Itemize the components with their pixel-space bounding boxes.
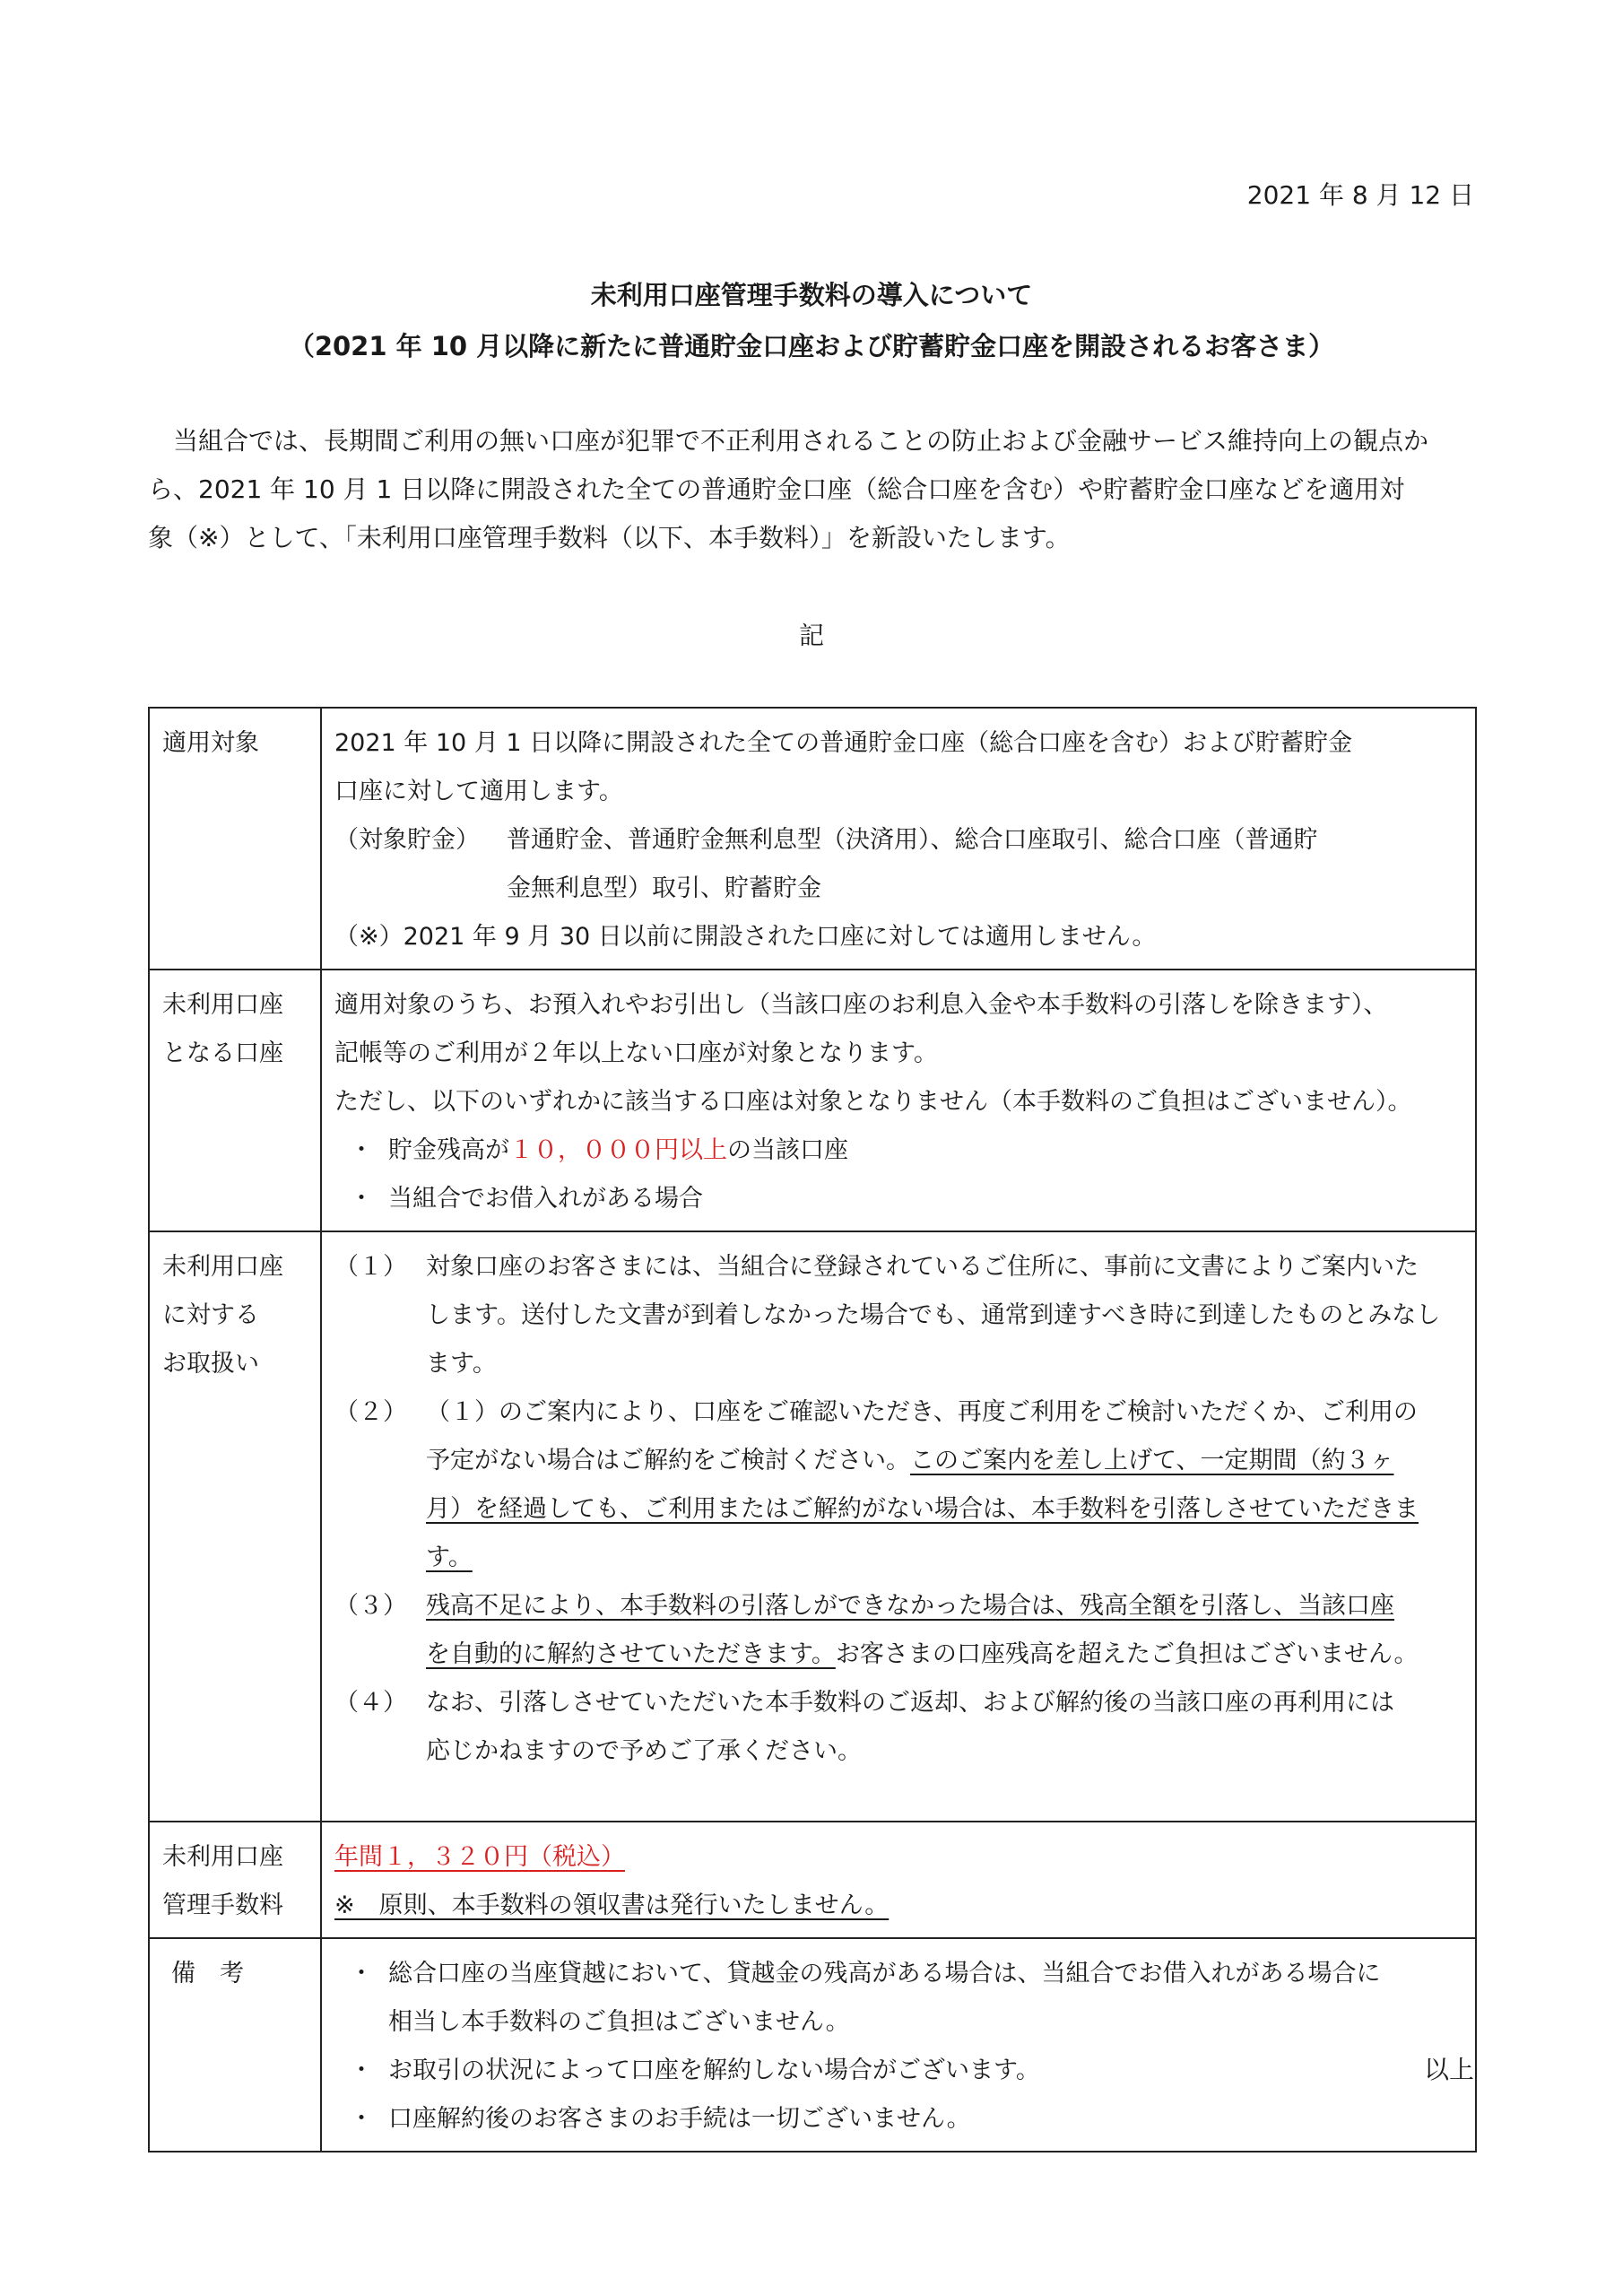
row-header-text: 未利用口座	[162, 1253, 283, 1281]
bullet-mark: ・	[349, 1185, 374, 1213]
intro-line: 当組合では、長期間ご利用の無い口座が犯罪で不正利用されることの防止および金融サービス維持向上の観点か	[173, 426, 1429, 456]
balance-threshold: １０，０００円以上	[509, 1136, 727, 1164]
body-line: 普通貯金、普通貯金無利息型（決済用）、総合口座取引、総合口座（普通貯	[507, 826, 1318, 854]
bullet-text: 口座解約後のお客さまのお手続は一切ございません。	[388, 2105, 971, 2133]
table-row	[149, 708, 1476, 970]
bullet-text: 当組合でお借入れがある場合	[388, 1185, 703, 1213]
fee-details-table	[148, 707, 1477, 2152]
underlined-text: す。	[426, 1544, 473, 1571]
list-item	[334, 1175, 1462, 1223]
body-line: 2021 年 10 月 1 日以降に開設された全ての普通貯金口座（総合口座を含む）および貯蓄貯金	[334, 729, 1353, 757]
item-number: （１）	[334, 1253, 407, 1281]
row-body	[321, 1231, 1476, 1822]
item-number: （３）	[334, 1592, 407, 1620]
intro-paragraph	[148, 417, 1475, 562]
bullet-mark: ・	[349, 1960, 374, 1987]
row-header	[149, 1822, 321, 1938]
list-item	[334, 1126, 1462, 1175]
table-row	[149, 1822, 1476, 1938]
list-item	[334, 1582, 1462, 1679]
list-item	[334, 1388, 1462, 1582]
bullet-mark: ・	[349, 2057, 374, 2084]
row-header-text: となる口座	[162, 1039, 283, 1067]
row-header-text: 未利用口座	[162, 991, 283, 1019]
target-note: （※）2021 年 9 月 30 日以前に開設された口座に対しては適用しません。	[334, 923, 1157, 951]
list-item	[334, 2095, 1462, 2144]
row-body	[321, 1822, 1476, 1938]
underlined-text: このご案内を差し上げて、一定期間（約３ヶ	[910, 1447, 1394, 1474]
row-header	[149, 708, 321, 970]
target-deposits	[334, 816, 1462, 913]
bullet-mark: ・	[349, 1136, 374, 1164]
body-text: お客さまの口座残高を超えたご負担はございません。	[835, 1640, 1419, 1668]
bullet-mark: ・	[349, 2105, 374, 2133]
list-item	[334, 1950, 1462, 2047]
fee-amount: 年間１，３２０円（税込）	[334, 1843, 625, 1871]
row-body	[321, 970, 1476, 1231]
bullet-text: 総合口座の当座貸越において、貸越金の残高がある場合は、当組合でお借入れがある場合に	[388, 1960, 1381, 1987]
body-text: 予定がない場合はご解約をご検討ください。	[426, 1447, 910, 1474]
intro-line: 象（※）として、「未利用口座管理手数料（以下、本手数料）」を新設いたします。	[148, 523, 1071, 552]
target-deposits-label: （対象貯金）	[334, 826, 480, 854]
table-row	[149, 970, 1476, 1231]
body-line: ます。	[426, 1350, 497, 1378]
ki-heading: 記	[798, 621, 824, 650]
row-header-text: お取扱い	[162, 1350, 259, 1378]
row-body	[321, 1938, 1476, 2152]
row-header	[149, 970, 321, 1231]
bullet-text: お取引の状況によって口座を解約しない場合がございます。	[388, 2057, 1040, 2084]
body-line: 対象口座のお客さまには、当組合に登録されているご住所に、事前に文書によりご案内いた	[426, 1253, 1419, 1281]
row-header-text: 管理手数料	[162, 1892, 283, 1919]
body-line: なお、引落しさせていただいた本手数料のご返却、および解約後の当該口座の再利用には	[426, 1689, 1394, 1717]
closing-mark: 以上	[1423, 2055, 1474, 2084]
document-date: 2021 年 8 月 12 日	[1246, 180, 1474, 210]
underlined-text: 残高不足により、本手数料の引落しができなかった場合は、残高全額を引落し、当該口座	[426, 1592, 1394, 1620]
body-line: します。送付した文書が到着しなかった場合でも、通常到達すべき時に到達したものとみなし	[426, 1301, 1441, 1329]
document-subtitle: （2021 年 10 月以降に新たに普通貯金口座および貯蓄貯金口座を開設されるお客さま）	[288, 331, 1335, 361]
list-item	[334, 1243, 1462, 1388]
table-row	[149, 1938, 1476, 2152]
body-line: （１）のご案内により、口座をご確認いただき、再度ご利用をご検討いただくか、ご利用の	[426, 1398, 1418, 1426]
row-body	[321, 708, 1476, 970]
row-header-text: 適用対象	[162, 729, 259, 757]
row-header-text: 備 考	[171, 1960, 244, 1987]
row-header	[149, 1231, 321, 1822]
list-item	[334, 1679, 1462, 1776]
document-title: 未利用口座管理手数料の導入について	[590, 280, 1033, 310]
bullet-text: 相当し本手数料のご負担はございません。	[388, 2008, 850, 2036]
body-line: 記帳等のご利用が２年以上ない口座が対象となります。	[334, 1039, 938, 1067]
body-line: 適用対象のうち、お預入れやお引出し（当該口座のお利息入金や本手数料の引落しを除きます）、	[334, 991, 1388, 1019]
table-row	[149, 1231, 1476, 1822]
body-line: 応じかねますので予めご了承ください。	[426, 1737, 862, 1765]
row-header-text: に対する	[162, 1301, 259, 1329]
intro-line: ら、2021 年 10 月 1 日以降に開設された全ての普通貯金口座（総合口座を含む）や貯蓄貯金口座などを適用対	[148, 474, 1405, 504]
bullet-text: の当該口座	[727, 1136, 848, 1164]
item-number: （２）	[334, 1398, 407, 1426]
body-line: ただし、以下のいずれかに該当する口座は対象となりません（本手数料のご負担はございません）。	[334, 1088, 1412, 1116]
row-header	[149, 1938, 321, 2152]
body-line: 金無利息型）取引、貯蓄貯金	[507, 874, 821, 902]
underlined-text: を自動的に解約させていただきます。	[426, 1640, 836, 1668]
row-header-text: 未利用口座	[162, 1843, 283, 1871]
list-item	[334, 2047, 1462, 2095]
receipt-note: ※ 原則、本手数料の領収書は発行いたしません。	[334, 1892, 890, 1919]
item-number: （４）	[334, 1689, 407, 1717]
bullet-text: 貯金残高が	[388, 1136, 509, 1164]
underlined-text: 月）を経過しても、ご利用またはご解約がない場合は、本手数料を引落しさせていただきま	[426, 1495, 1419, 1523]
body-line: 口座に対して適用します。	[334, 778, 623, 805]
